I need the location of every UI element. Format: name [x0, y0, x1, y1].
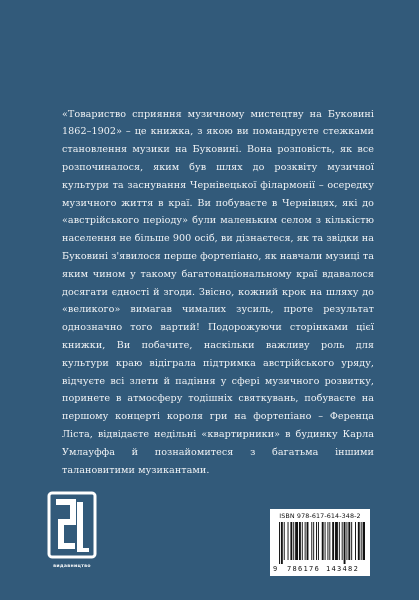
barcode-bar — [335, 522, 338, 560]
barcode-bar — [311, 522, 312, 560]
barcode-bar — [327, 522, 328, 560]
barcode-bar — [322, 522, 324, 560]
barcode-bar — [307, 522, 309, 560]
barcode-bar — [295, 522, 298, 560]
barcode-bar — [355, 522, 356, 560]
blurb-paragraph: «Товариство сприяння музичному мистецтву на Буковині 1862–1902» – це книжка, з якою ви помандруєте стежками становлення музики на Буковині. Вона розповість, як все розпочиналося, яким був шлях до розквіту музичної культури та заснування Чернівецької філармонії – осередку музичного життя в краї. Ви побуваєте в Чернівцях, які до «австрійського періоду» були маленьким селом з кількістю населення не більше 900 осіб, ви дізнаєтеся, як та звідки на Буковині з'явилося перше фортепіано, як навчали музиці та яким чином у такому багатонаціональному краї вдавалося досягати єдності й згоди. Звісно, кожний крок на шляху до «великого» вимагав чималих зусиль, проте результат однозначно того вартий! Подорожуючи сторінками цієї книжки, Ви побачите, наскільки важливу роль для культури краю відіграла підтримка австрійського уряду, відчуєте всі злети й падіння у сфері музичного розвитку, поринете в атмосферу тодішніх святкувань, побуваєте на першому концерті короля гри на фортепіано – Ференца Ліста, відвідаєте недільні «квартирники» в будинку Карла Умлауффа й познайомитеся з багатьма іншими талановитими музикантами. — [62, 108, 374, 476]
isbn-number: ISBN 978-617-614-348-2 — [279, 512, 361, 520]
barcode-bar — [288, 522, 289, 560]
publisher-name: видавництво — [53, 564, 91, 569]
barcode-bars — [279, 522, 365, 564]
barcode-digits-left: 786176 — [287, 565, 321, 573]
barcode-bar — [339, 522, 340, 560]
barcode-bar — [332, 522, 334, 560]
barcode-bar — [361, 522, 362, 560]
isbn-barcode — [270, 509, 370, 576]
barcode-digits — [270, 565, 370, 574]
barcode-bar — [358, 522, 360, 560]
barcode-bar — [329, 522, 330, 560]
barcode-bar — [342, 522, 343, 560]
publisher-logo — [46, 490, 98, 572]
barcode-bar — [284, 522, 285, 560]
barcode-bar — [290, 522, 292, 560]
barcode-digit-first: 9 — [273, 565, 278, 573]
barcode-bar — [325, 522, 326, 560]
barcode-bar — [302, 522, 303, 560]
barcode-bar — [318, 522, 319, 560]
barcode-bar — [313, 522, 314, 560]
barcode-bar — [281, 522, 283, 564]
barcode-bar — [293, 522, 294, 560]
barcode-bar — [346, 522, 347, 560]
barcode-bar — [344, 522, 346, 564]
barcode-bar — [316, 522, 317, 560]
barcode-bar — [348, 522, 350, 560]
barcode-bar — [279, 522, 280, 564]
barcode-bar — [351, 522, 352, 560]
barcode-bar — [299, 522, 301, 560]
barcode-digits-right: 143482 — [326, 565, 360, 573]
barcode-bar — [305, 522, 306, 560]
barcode-bar — [363, 522, 365, 560]
publisher-logo-icon — [46, 490, 98, 562]
